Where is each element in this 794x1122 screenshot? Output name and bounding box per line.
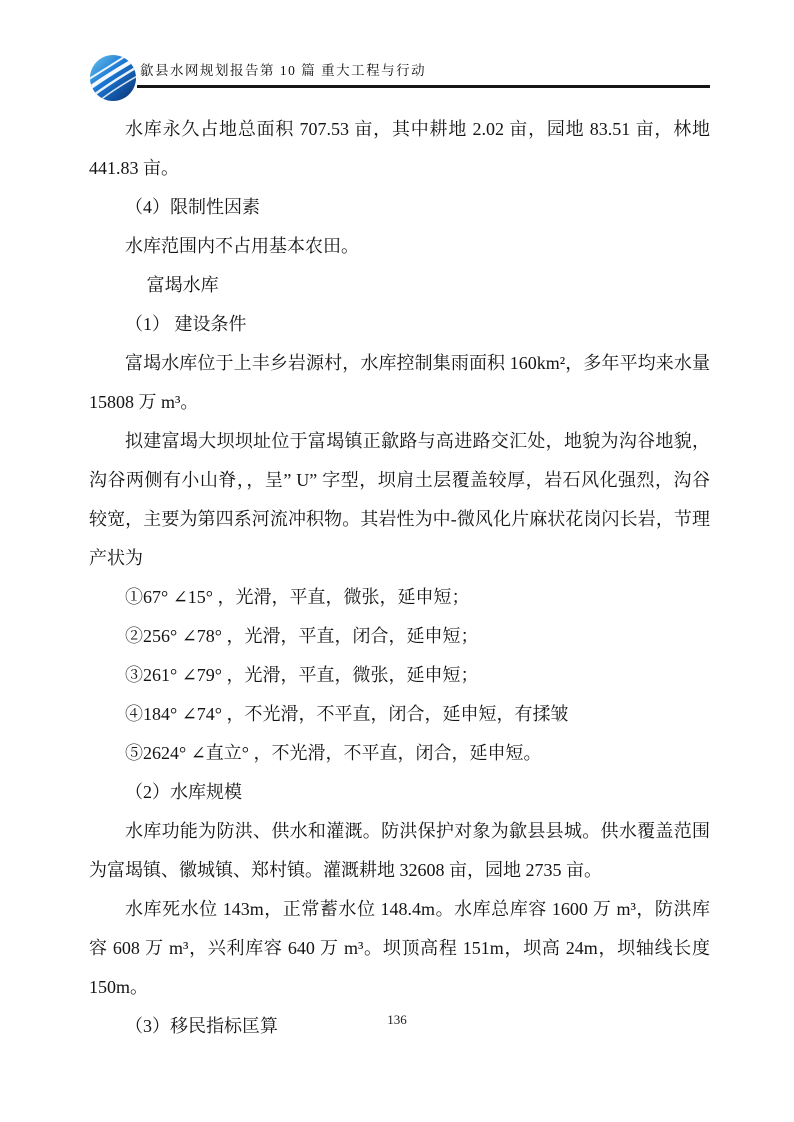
paragraph-damsite-geology: 拟建富堨大坝坝址位于富堨镇正歙路与高进路交汇处，地貌为沟谷地貌，沟谷两侧有小山脊，，呈” U” 字型，坝肩土层覆盖较厚，岩石风化强烈，沟谷较宽，主要为第四系河流冲积物。其岩性为中-微风化片麻状花岗闪长岩，节理产状为	[89, 431, 710, 568]
paragraph-farmland-note: 水库范围内不占用基本农田。	[125, 236, 359, 256]
subheading-fujie-reservoir: 富堨水库	[146, 275, 219, 295]
section-label-reservoir-scale: （2）水库规模	[125, 782, 242, 802]
list-item-joint-3: ③261° ∠79° ，光滑，平直，微张，延申短；	[125, 665, 479, 685]
list-item-joint-1: ①67° ∠15° ，光滑，平直，微张，延申短；	[125, 587, 470, 607]
document-body	[89, 110, 710, 1046]
section-label-resettlement-estimate: （3）移民指标匡算	[125, 1016, 278, 1036]
header-rule	[137, 59, 710, 88]
section-label-limiting-factors: （4）限制性因素	[125, 197, 260, 217]
list-item-joint-2: ②256° ∠78° ，光滑，平直，闭合，延申短；	[125, 626, 479, 646]
paragraph-water-levels-capacity: 水库死水位 143m，正常蓄水位 148.4m。水库总库容 1600 万 m³，防洪库容 608 万 m³，兴利库容 640 万 m³。坝顶高程 151m，坝高 24m，坝轴线长度 150m。	[89, 899, 710, 997]
paragraph-land-occupation: 水库永久占地总面积 707.53 亩，其中耕地 2.02 亩，园地 83.51 亩，林地 441.83 亩。	[89, 119, 710, 178]
page-number: 136	[387, 1012, 407, 1027]
water-logo-icon	[89, 54, 137, 102]
section-label-construction-conditions: （1） 建设条件	[125, 314, 247, 334]
paragraph-location-runoff: 富堨水库位于上丰乡岩源村，水库控制集雨面积 160km²，多年平均来水量 15808 万 m³。	[89, 353, 710, 412]
list-item-joint-4: ④184° ∠74° ，不光滑，不平直，闭合，延申短，有揉皱	[125, 704, 569, 724]
header-title: 歙县水网规划报告第 10 篇 重大工程与行动	[140, 63, 427, 78]
page-header	[89, 54, 710, 88]
paragraph-functions-coverage: 水库功能为防洪、供水和灌溉。防洪保护对象为歙县县城。供水覆盖范围为富堨镇、徽城镇、郑村镇。灌溉耕地 32608 亩，园地 2735 亩。	[89, 821, 710, 880]
list-item-joint-5: ⑤2624° ∠直立° ，不光滑，不平直，闭合，延申短。	[125, 743, 542, 763]
page-footer	[0, 1012, 794, 1028]
